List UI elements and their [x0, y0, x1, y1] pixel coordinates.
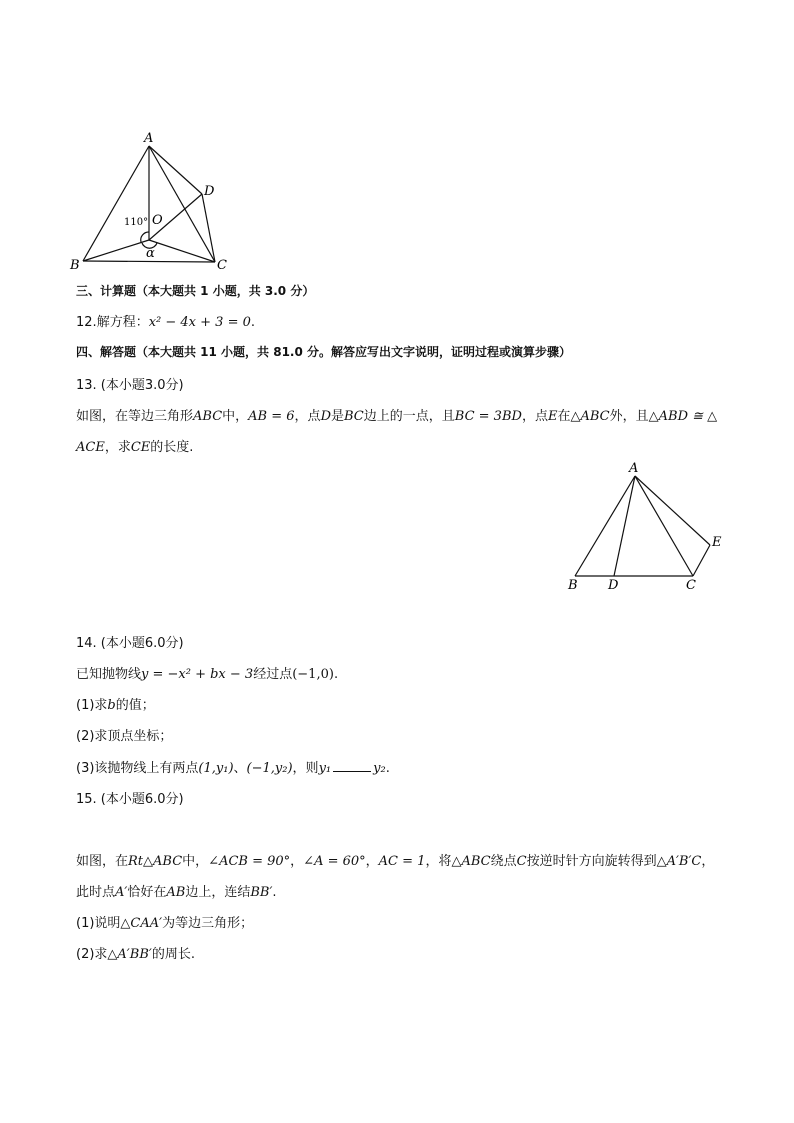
q14-p3-t1: (3)该抛物线上有两点	[76, 761, 199, 776]
q15-l1-m5: △ABC	[451, 854, 491, 869]
q14-p3-m4: y₂	[373, 761, 386, 776]
q14-line-1	[76, 663, 338, 682]
q15-l1-t1: 如图，在	[76, 854, 129, 869]
q14-l1-t1: 已知抛物线	[76, 667, 142, 682]
q15-l1-m7: △A′B′C	[656, 854, 702, 869]
q15-l1-m1: Rt△ABC	[128, 854, 183, 869]
q15-line-1	[76, 850, 714, 869]
q12-prefix: 解方程：	[96, 315, 149, 330]
segment-dc	[202, 194, 215, 262]
q14-l1-t2: 经过点	[253, 667, 293, 682]
q13-l1-t8: 外，且	[609, 409, 649, 424]
q12-equation: x² − 4x + 3 = 0	[148, 315, 251, 330]
label-c: C	[217, 258, 227, 273]
q15-part-2	[76, 943, 195, 962]
segment-bc	[83, 261, 215, 262]
fig2-label-a: A	[629, 461, 639, 476]
q15-l2-t4: .	[272, 885, 277, 900]
q15-l2-t1: 此时点	[76, 885, 116, 900]
q15-l1-t6: 绕点	[490, 854, 517, 869]
q14-p3-m2: (−1,y₂)	[246, 761, 293, 776]
q13-l2-t2: 的长度.	[150, 440, 194, 455]
q15-l2-t2: 恰好在	[127, 885, 167, 900]
q13-l1-t4: 是	[331, 409, 345, 424]
q15-l1-m6: C	[516, 854, 527, 869]
q12-suffix: .	[250, 315, 256, 330]
q15-l2-m1: A′	[115, 885, 128, 900]
q14-p1-m1: b	[107, 698, 116, 713]
q14-p1-t1: (1)求	[76, 698, 108, 713]
label-alpha: α	[146, 246, 155, 261]
q13-l1-m4: BC	[344, 409, 364, 424]
q13-l1-t5: 边上的一点，且	[363, 409, 455, 424]
fig2-ac	[635, 476, 693, 576]
answer-blank[interactable]	[333, 759, 371, 772]
q15-l2-m3: BB′	[250, 885, 273, 900]
q15-l1-m3: ∠A = 60°	[303, 854, 366, 869]
figure-triangle-abc-e	[560, 458, 730, 598]
q13-l1-t2: 中，	[222, 409, 249, 424]
q13-l2-t1: ，求	[104, 440, 131, 455]
q13-l1-m7: △ABC	[570, 409, 610, 424]
q13-header: 13. (本小题3.0分)	[76, 378, 184, 393]
segment-ac	[149, 146, 215, 262]
q14-p3-m1: (1,y₁)	[198, 761, 234, 776]
q14-part-2: (2)求顶点坐标；	[76, 729, 173, 744]
q13-l1-m8: △ABD ≅ △	[648, 409, 718, 424]
section-4-title: 四、解答题（本大题共 11 小题，共 81.0 分。解答应写出文字说明，证明过程或演算步骤）	[76, 345, 572, 359]
label-o: O	[152, 213, 163, 228]
fig2-label-c: C	[686, 578, 696, 593]
q14-header: 14. (本小题6.0分)	[76, 636, 184, 651]
label-b: B	[70, 258, 80, 273]
q14-p3-t2: 、	[233, 761, 247, 776]
q13-line-1	[76, 405, 717, 424]
segment-ad	[149, 146, 202, 194]
q15-p2-t1: (2)求	[76, 947, 108, 962]
q14-l1-m1: y = −x² + bx − 3	[141, 667, 254, 682]
fig2-label-b: B	[568, 578, 578, 593]
q15-line-2	[76, 881, 277, 900]
q13-l1-m2: AB = 6	[248, 409, 295, 424]
q15-p1-m1: △CAA′	[120, 916, 163, 931]
q13-l1-m3: D	[320, 409, 331, 424]
q15-p2-m1: △A′BB′	[107, 947, 152, 962]
q15-p1-t1: (1)说明	[76, 916, 121, 931]
q15-l1-m2: ∠ACB = 90°	[208, 854, 291, 869]
q14-p3-m3: y₁	[318, 761, 332, 776]
q13-line-2	[76, 436, 193, 455]
q14-p3-t3: ，则	[292, 761, 319, 776]
fig2-label-d: D	[608, 578, 619, 593]
q13-l1-t3: ，点	[294, 409, 321, 424]
q14-l1-m2: (−1,0)	[292, 667, 334, 682]
fig2-label-e: E	[712, 535, 722, 550]
label-d: D	[204, 184, 215, 199]
label-a: A	[144, 131, 154, 146]
q15-p2-t2: 的周长.	[151, 947, 195, 962]
fig2-ab	[575, 476, 635, 576]
q15-l2-t3: 边上，连结	[185, 885, 251, 900]
q15-l1-t3: ，	[290, 854, 304, 869]
fig2-ad	[614, 476, 635, 576]
q15-part-1	[76, 912, 253, 931]
q15-p1-t2: 为等边三角形；	[162, 916, 254, 931]
figure-quadrilateral	[60, 125, 240, 275]
q15-l2-m2: AB	[166, 885, 186, 900]
segment-oc	[149, 240, 215, 262]
q15-l1-t4: ，	[365, 854, 379, 869]
q14-part-3	[76, 757, 390, 776]
q12-number: 12.	[76, 315, 97, 330]
q15-l1-t5: ，将	[425, 854, 452, 869]
q13-l2-m2: CE	[130, 440, 151, 455]
q15-l1-t8: ，	[701, 854, 715, 869]
q13-l1-t6: ，点	[521, 409, 548, 424]
q14-part-1	[76, 694, 155, 713]
question-12	[76, 311, 255, 330]
q14-p3-t4: .	[385, 761, 390, 776]
label-110-degrees: 110°	[124, 217, 149, 228]
q13-l1-m5: BC = 3BD	[454, 409, 522, 424]
q13-l1-t1: 如图，在等边三角形	[76, 409, 194, 424]
q14-l1-t3: .	[333, 667, 339, 682]
q15-l1-t7: 按逆时针方向旋转得到	[526, 854, 657, 869]
section-3-title: 三、计算题（本大题共 1 小题，共 3.0 分）	[76, 284, 315, 298]
q15-l1-t2: 中，	[182, 854, 209, 869]
fig2-ae	[635, 476, 710, 545]
q13-l1-m1: ABC	[193, 409, 223, 424]
q13-l2-m1: ACE	[76, 440, 105, 455]
q13-l1-m6: E	[547, 409, 558, 424]
q14-p1-t2: 的值；	[115, 698, 155, 713]
q15-l1-m4: AC = 1	[378, 854, 426, 869]
q15-header: 15. (本小题6.0分)	[76, 792, 184, 807]
fig2-ec	[693, 545, 710, 576]
q13-l1-t7: 在	[557, 409, 571, 424]
